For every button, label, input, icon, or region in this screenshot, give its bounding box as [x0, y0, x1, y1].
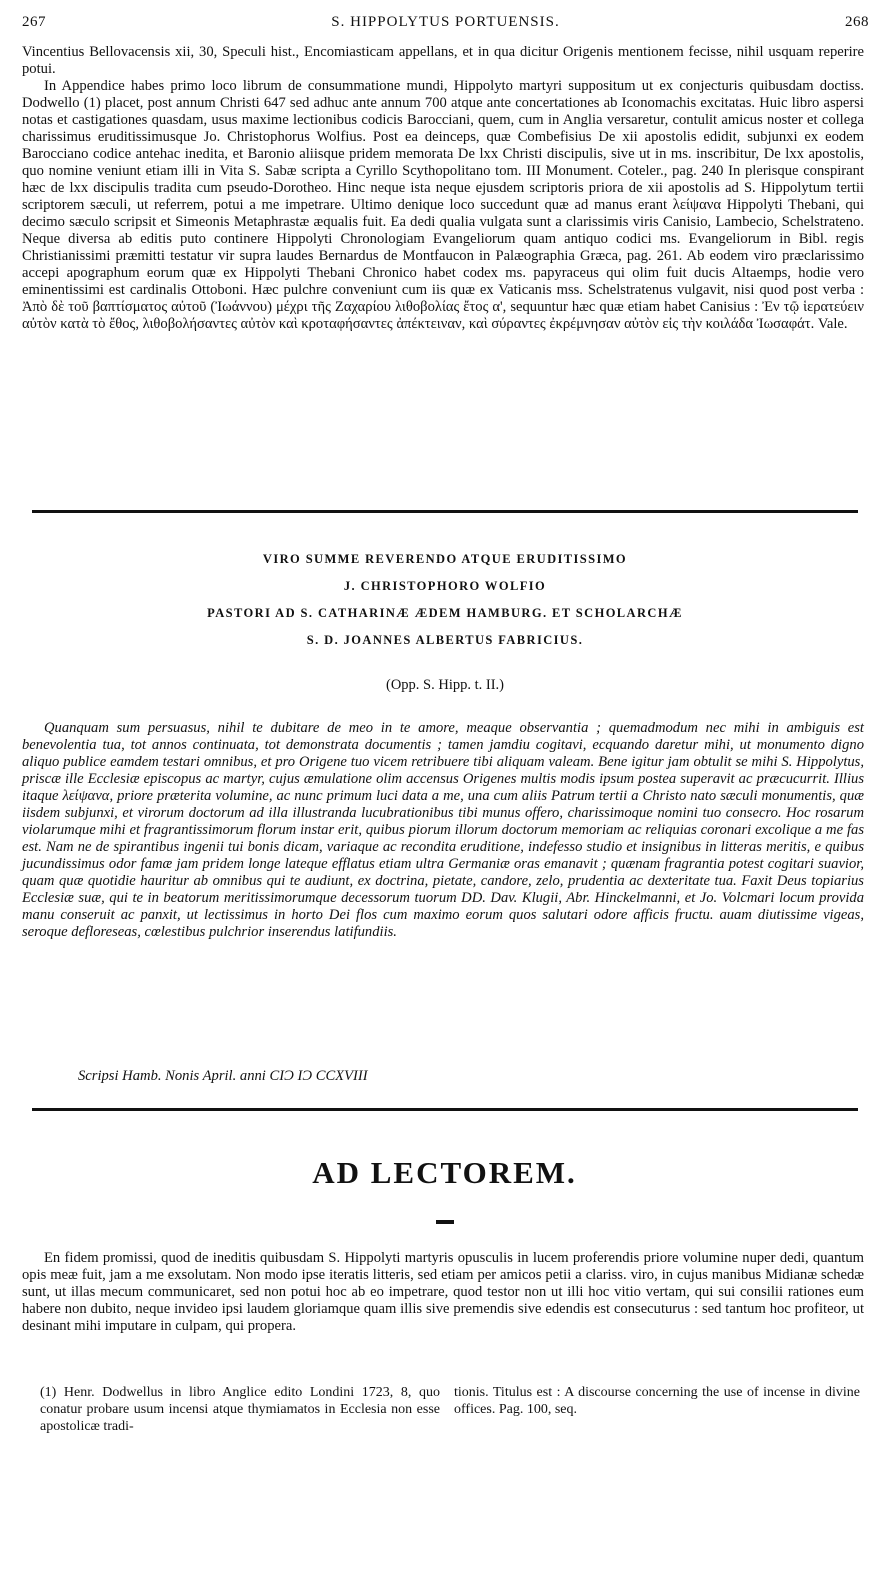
source-reference: (Opp. S. Hipp. t. II.): [385, 677, 504, 693]
dedication-line: PASTORI AD S. CATHARINÆ ÆDEM HAMBURG. ET SCHOLARCHÆ: [207, 606, 683, 620]
ad-lectorem-text: [22, 1250, 864, 1335]
dedication-letter: [22, 720, 864, 941]
footnote-left: (1) Henr. Dodwellus in libro Anglice edito Londini 1723, 8, quo conatur probare usum incensi atque thymiamatos in Ecclesia non esse apostolicæ tradi-: [40, 1385, 440, 1434]
section-divider: [32, 1108, 858, 1111]
paragraph-appendix: In Appendice habes primo loco librum de consummatione mundi, Hippolyto martyri suppositum ut ex conjecturis quibusdam doctiss. Dodwello (1) placet, post annum Christi 647 sed adhuc ante annum 700 atque ante concertationes ab Iconomachis excitatas. Huic libro aspersi notas et castigationes quasdam, usus maxime lectionibus codicis Barocciani, quem, cum in Anglia versaretur, contulit amicus noster et collega charissimus eruditissimusque Jo. Christophorus Wolfius. Post ea deinceps, quæ Combefisius De xii apostolis edidit, subjunxi ex eodem Barocciano codice antehac inedita, et Baronio aliisque pridem memorata De lxx Christi discipulis, sive ut in ms. inscribitur, De lxx apostolis, quo nomine veniunt etiam illi in Vita S. Sabæ scripta a Cyrillo Scythopolitano tom. III Monument. Coteler., pag. 240 In plerisque conspirant hæc de lxx discipulis tradita cum pseudo-Dorotheo. Hinc neque ista neque ejusdem scriptoris priora de xii apostolis ad S. Hippolytum tertii scriptorem sæculi, ut referrem, potui a me impetrare. Ultimo denique loco succedunt quæ ad manus erant λείψανα Hippolyti Thebani, qui decimo sæculo scripsit et Simeonis Metaphrastæ æqualis fuit. Ea dedi qualia vulgata sunt a clarissimis viris Canisio, Lambecio, Schelstrateno. Neque diversa ab editis puto continere Hippolyti Chronologiam Evangeliorum quam antiquo codici ms. Evangeliorum in Bibl. regis Christianissimi præmitti testatur vir supra laudes Bernardus de Montfaucon in Palæographia Græca, pag. 261. Ab eodem viro præclarissimo accepi apographum eorum quæ ex Hippolyti Thebani Chronico habet codex ms. papyraceus qui olim fuit ducis Altaemps, hodie vero eminentissimi est cardinalis Ottoboni. Hæc pulchre conveniunt cum iis quæ ex Vaticanis mss. Schelstratenus vulgavit, nisi quod post verba : Ἀπὸ δὲ τοῦ βαπτίσματος αὐτοῦ (Ἰωάννου) μέχρι τῆς Ζαχαρίου λιθοβολίας ἔτος α', sequuntur hæc quæ etiam habet Canisius : Ἐν τῷ ἱερατεύειν αὐτὸν κατὰ τὸ ἔθος, λιθοβολήσαντες αὐτὸν καὶ κροταφήσαντες ἀπέκτειναν, καὶ σύραντες ἐκρέμνησαν αὐτὸν εἰς τὴν κοιλάδα Ἰωσαφάτ. Vale.: [22, 78, 864, 332]
page-number-right: 268: [845, 14, 869, 30]
heading-dash: [436, 1220, 454, 1224]
lectorem-paragraph: En fidem promissi, quod de ineditis quibusdam S. Hippolyti martyris opusculis in lucem proferendis priore volumine nuper dedi, quantum opis meæ fuit, jam a me exsolutam. Non modo ipse iteratis litteris, sed etiam per amicos petii a clariss. viro, in cujus manibus Midianæ schedæ sunt, ut illas mecum communicaret, sed non potui hoc ab eo impetrare, quod testor non ut illi hoc vitio vertam, qui sui consilii rationes eum habere non dubito, neque invideo ipsi laudem gloriamque quam illis sive premendis sive edendis est consecuturus : sed tantum hoc profiteor, ut desinant mihi imputare in culpam, qui propera.: [22, 1250, 864, 1334]
dedication-line: VIRO SUMME REVERENDO ATQUE ERUDITISSIMO: [262, 552, 628, 566]
dedication-line: S. D. JOANNES ALBERTUS FABRICIUS.: [306, 633, 584, 647]
running-head: [22, 14, 869, 36]
letter-text: Quanquam sum persuasus, nihil te dubitare de meo in te amore, meaque observantia ; quemadmodum nec mihi in ambiguis est benevolentia tua, tot annos continuata, tot demonstrata documentis ; tamen jamdiu cogitavi, ecquando daretur mihi, ut monumento digno aliquo publice eamdem testari omnibus, et pro Origene tuo vicem retribuere tibi aliquam valeam. Bene igitur jam obtulit se mihi S. Hippolytus, priscæ ille Ecclesiæ episcopus ac martyr, cujus æmulatione olim accensus Origenes multis modis ipsum postea superavit ac præcucurrit. Illius itaque λείψανα, priore præterita volumine, ac nunc primum luci data a me, una cum aliis Patrum tertii a Christo nato sæculi monumentis, quæ iisdem subjunxi, et virorum doctorum ad illa illustranda lucubrationibus tibi munus offero, charissimoque nomini tuo consecro. Hoc rosarum violarumque mihi et fragrantissimorum florum instar erit, quibus piorum illorum doctorum memoriam ac reliquias coronari excolique a me fas est. Nam ne de spirantibus ingenii tui bonis dicam, variaque ac recondita eruditione, indefesso studio et insignibus in litteras meritis, e quibus jucundissimus odor famæ jam pridem longe lateque efflatus etiam ultra Germaniæ oras emanavit ; quænam fragrantia potest cogitari suavior, quam quæ quotidie hauritur ab omnibus qui te audiunt, ex doctrina, pietate, candore, zelo, prudentia ac dexteritate tua. Faxit Deus topiarius Ecclesiæ suæ, qui te in beatorum meritissimorumque decessorum tuorum DD. Dav. Klugii, Abr. Hinckelmanni, et Jo. Volcmari locum provida manu conseruit ac panxit, ut lectissimus in horto Dei flos cum maximo eorum quos salutari odore afficis fructu. auam diutissime vigeas, seroque defloreseas, cœlestibus pulchrior inserendus latifundiis.: [22, 720, 864, 940]
section-heading: AD LECTOREM.: [312, 1155, 577, 1190]
dedication-heading: [40, 546, 850, 654]
section-divider: [32, 510, 858, 513]
running-title: S. HIPPOLYTUS PORTUENSIS.: [331, 14, 560, 30]
signoff: Scripsi Hamb. Nonis April. anni CIƆ IƆ CCXVIII: [78, 1068, 368, 1084]
footnotes: [40, 1384, 860, 1444]
footnote-right: tionis. Titulus est : A discourse concerning the use of incense in divine offices. Pag. 100, seq.: [454, 1385, 860, 1417]
dedication-line: J. CHRISTOPHORO WOLFIO: [343, 579, 547, 593]
paragraph-vincentius: Vincentius Bellovacensis xii, 30, Speculi hist., Encomiasticam appellans, et in qua dicitur Origenis mentionem fecisse, nihil usquam reperire potui.: [22, 44, 864, 77]
preface-text: [22, 44, 864, 333]
page-number-left: 267: [22, 14, 46, 30]
